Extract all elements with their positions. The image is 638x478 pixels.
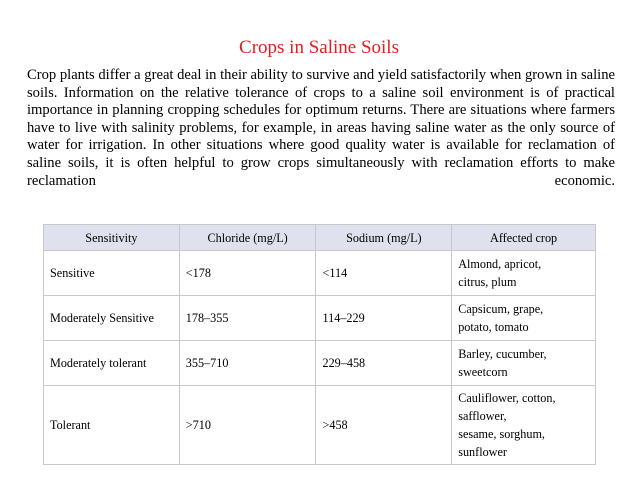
- table-header-row: [44, 225, 596, 251]
- page-title: Crops in Saline Soils: [239, 37, 399, 58]
- cell-affected-crop: Almond, apricot, citrus, plum: [452, 251, 596, 296]
- header-chloride: Chloride (mg/L): [179, 225, 316, 251]
- intro-paragraph: Crop plants differ a great deal in their ability to survive and yield satisfactorily when grown in saline soils. Information on the relative tolerance of crops to a saline soil environment is of practical importance in planning cropping schedules for optimum returns. There are situations where farmers have to live with salinity problems, for example, in areas having saline water as the only source of water for irrigation. In other situations where good quality water is available for reclamation of saline soils, it is often helpful to grow crops simultaneously with reclamation efforts to make reclamation economic.: [27, 67, 615, 189]
- crop-salinity-table: [43, 224, 596, 465]
- header-sensitivity: Sensitivity: [44, 225, 180, 251]
- table-row: [44, 386, 596, 465]
- cell-affected-crop: Barley, cucumber, sweetcorn: [452, 341, 596, 386]
- cell-sensitivity: Moderately tolerant: [44, 341, 180, 386]
- cell-sodium: 114–229: [316, 296, 452, 341]
- cell-sensitivity: Moderately Sensitive: [44, 296, 180, 341]
- header-affected-crop: Affected crop: [452, 225, 596, 251]
- table-row: [44, 341, 596, 386]
- cell-chloride: >710: [179, 386, 316, 465]
- cell-sensitivity: Sensitive: [44, 251, 180, 296]
- cell-chloride: 355–710: [179, 341, 316, 386]
- cell-sodium: <114: [316, 251, 452, 296]
- cell-sensitivity: Tolerant: [44, 386, 180, 465]
- cell-affected-crop: Capsicum, grape, potato, tomato: [452, 296, 596, 341]
- cell-sodium: 229–458: [316, 341, 452, 386]
- header-sodium: Sodium (mg/L): [316, 225, 452, 251]
- cell-affected-crop: Cauliflower, cotton, safflower, sesame, sorghum, sunflower: [452, 386, 596, 465]
- cell-chloride: 178–355: [179, 296, 316, 341]
- table-row: [44, 296, 596, 341]
- cell-chloride: <178: [179, 251, 316, 296]
- cell-sodium: >458: [316, 386, 452, 465]
- table-row: [44, 251, 596, 296]
